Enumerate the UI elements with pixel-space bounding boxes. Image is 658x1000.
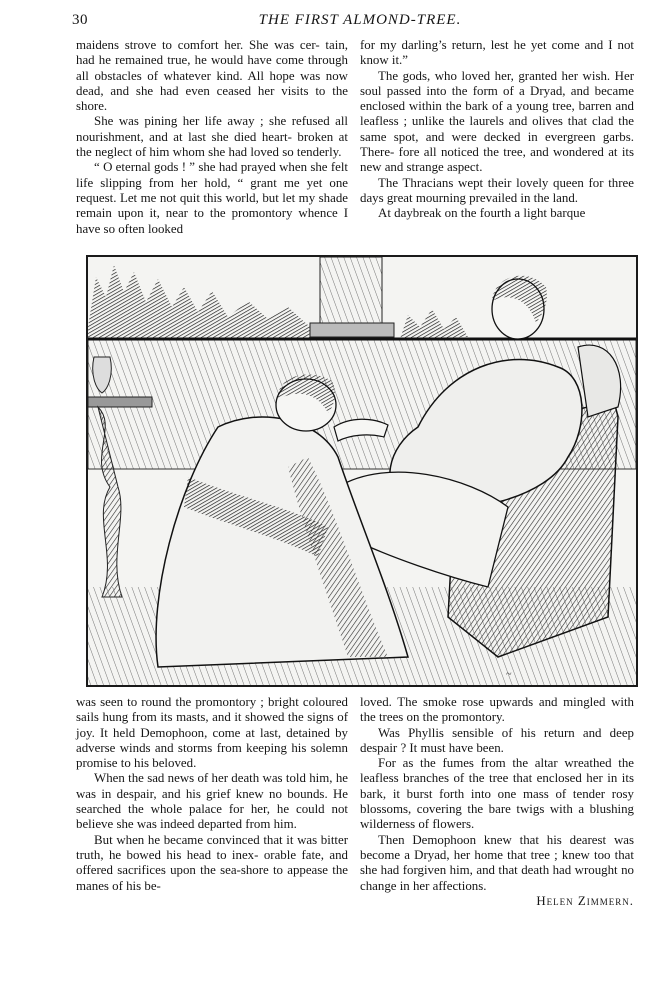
running-title: THE FIRST ALMOND-TREE. — [258, 12, 462, 28]
paragraph: When the sad news of her death was told him, he was in despair, and his grief knew no bounds. He searched the whole palace for her, he could not believe she was indeed departed from him. — [76, 771, 348, 832]
column-base — [310, 323, 394, 337]
page-number: 30 — [72, 12, 88, 28]
artist-monogram: ~ — [506, 669, 513, 680]
side-table — [88, 397, 152, 407]
paragraph: The gods, who loved her, granted her wish. Her soul passed into the form of a Dryad, and became enclosed within the bark of a young tree, barren and leafless ; unlike the laurels and olives that clad the same spot, and were decked in evergreen garbs. There- fore all noticed the tree, and wondered at its new and strange aspect. — [360, 68, 634, 175]
text-column-top-right — [360, 38, 634, 222]
paragraph: But when he became convinced that it was bitter truth, he bowed his head to inex- orable fate, and offered sacrifices upon the sea-shore to appease the manes of his be- — [76, 832, 348, 893]
paragraph: “ O eternal gods ! ” she had prayed when she felt life slipping from her hold, “ grant me yet one request. Let me not quit this world, but let my shade remain upon it, near to the promontory whence I have so often looked — [76, 160, 348, 236]
author-signature: Helen Zimmern. — [536, 893, 634, 908]
text-column-top-left — [76, 38, 348, 237]
paragraph: For as the fumes from the altar wreathed the leafless branches of the tree that enclosed her in its bark, it burst forth into one mass of tender rosy blossoms, covering the bare twigs with a blushing wilderness of flowers. — [360, 756, 634, 832]
paragraph: Was Phyllis sensible of his return and deep despair ? It must have been. — [360, 725, 634, 755]
column — [320, 257, 382, 329]
text-column-bottom-left — [76, 695, 348, 894]
illustration-drawing — [88, 257, 636, 685]
text-column-bottom-right — [360, 695, 634, 909]
paragraph: The Thracians wept their lovely queen for three days great mourning prevailed in the land. — [360, 175, 634, 205]
paragraph: At daybreak on the fourth a light barque — [378, 206, 586, 221]
engraving-illustration — [86, 255, 638, 687]
paragraph: loved. The smoke rose upwards and mingled with the trees on the promontory. — [360, 695, 634, 725]
paragraph: was seen to round the promontory ; bright coloured sails hung from its masts, and it showed the signs of joy. It held Demophoon, come at last, detained by adverse winds and storms from keeping his solemn promise to his beloved. — [76, 695, 348, 771]
paragraph: for my darling’s return, lest he yet come and I not know it.” — [360, 38, 634, 68]
paragraph: maidens strove to comfort her. She was cer- tain, had he remained true, he would have come through all obstacles of whatever kind. All hope was now dead, and she had even ceased her visits to the shore. — [76, 38, 348, 114]
bushes — [400, 309, 468, 339]
paragraph: Then Demophoon knew that his dearest was become a Dryad, her home that tree ; knew too that she had forgiven him, and that death had wrought no change in her affections. — [360, 832, 634, 893]
paragraph: She was pining her life away ; she refused all nourishment, and at last she died heart- broken at the neglect of him whom she had loved so tenderly. — [76, 114, 348, 160]
trees — [88, 265, 310, 339]
